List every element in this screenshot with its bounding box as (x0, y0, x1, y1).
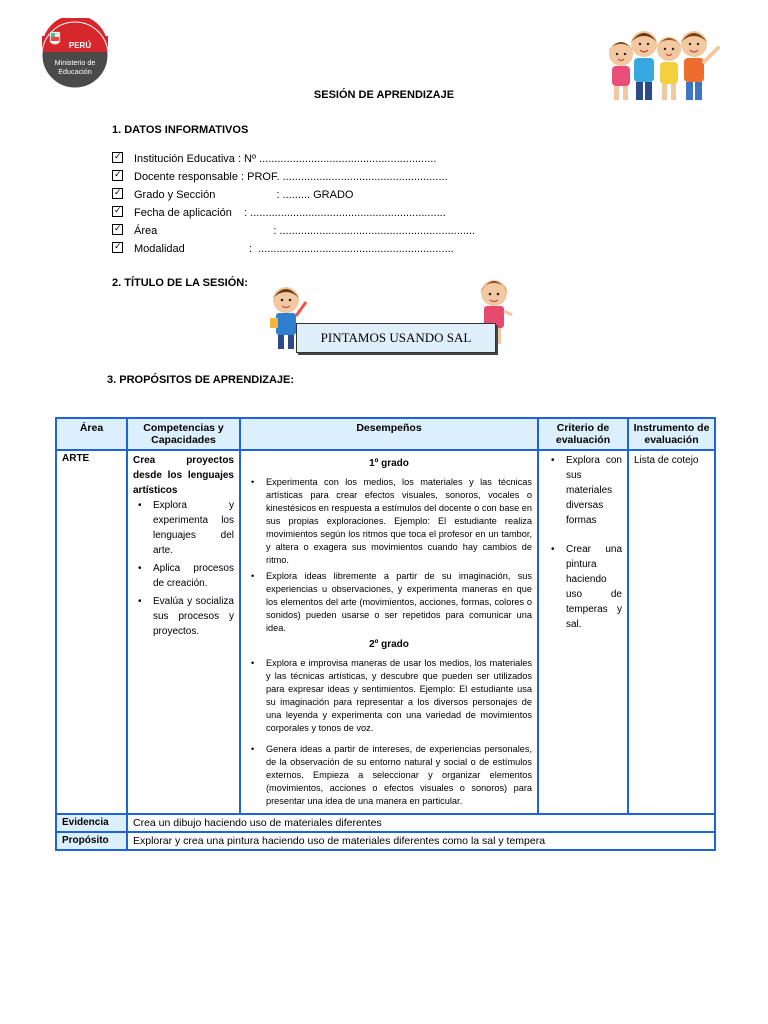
criterio-cell (538, 450, 628, 814)
competencias-cell (127, 450, 240, 814)
proposito-label: Propósito (56, 832, 127, 850)
datos-text: Institución Educativa : Nº .......................................................... (134, 153, 437, 165)
header-area: Área (56, 418, 127, 450)
ministerio-educacion-logo (38, 18, 112, 88)
criterios-list (544, 453, 622, 632)
datos-text: Área : ................................................................ (134, 225, 476, 237)
datos-text: Grado y Sección : ......... GRADO (134, 189, 354, 201)
section-datos-informativos-title: 1. DATOS INFORMATIVOS (112, 124, 249, 136)
list-item: • Experimenta con los medios, los materiales y las técnicas artísticas para crear efectos visuales, sonoros, vocales o kinestésicos en respuesta a estímulos del docente o con base en sus propias exploraciones. Ejemplo: El estudiante realiza movimientos según los ritmos que toca el profesor en un tambor, y altera o exagera sus movimientos cuando hay cambios de ritmo. (266, 476, 532, 567)
logo-line1-text: Ministerio de (54, 58, 96, 67)
list-item: • Aplica procesos de creación. (153, 561, 234, 591)
coat-of-arms-icon (50, 32, 60, 45)
datos-row-institucion (112, 151, 436, 167)
datos-text: Docente responsable : PROF. ...................................................... (134, 171, 448, 183)
checkbox-checked-icon (112, 242, 123, 253)
header-desempenos: Desempeños (240, 418, 538, 450)
list-item: • Genera ideas a partir de intereses, de experiencias personales, de la observación de su entorno natural y social o de estímulos externos. Empieza a seleccionar y organizar elementos (movimientos, acciones o efectos visuales o sonoros) para presentar una idea de una manera en particular. (266, 743, 532, 808)
proposito-value: Explorar y crea una pintura haciendo uso de materiales diferentes como la sal y tempera (127, 832, 715, 850)
list-item: • Evalúa y socializa sus procesos y proyectos. (153, 594, 234, 639)
list-item: • Crear una pintura haciendo uso de temperas y sal. (566, 542, 622, 632)
header-competencias: Competencias y Capacidades (127, 418, 240, 450)
proposito-row (56, 832, 715, 850)
propositos-table (55, 417, 716, 851)
capacidades-list (133, 498, 234, 639)
evidencia-row (56, 814, 715, 832)
datos-row-grado (112, 187, 353, 203)
section-propositos-title: 3. PROPÓSITOS DE APRENDIZAJE: (107, 374, 295, 386)
logo-line2-text: Educación (58, 67, 92, 76)
table-row (56, 450, 715, 814)
datos-text: Modalidad : ................................................................ (134, 243, 454, 255)
checkbox-checked-icon (112, 152, 123, 163)
datos-row-docente (112, 169, 448, 185)
section-titulo-sesion-title: 2. TÍTULO DE LA SESIÓN: (112, 277, 248, 289)
datos-text: Fecha de aplicación : ................................................................ (134, 207, 446, 219)
datos-row-area (112, 223, 475, 239)
evidencia-value: Crea un dibujo haciendo uso de materiales diferentes (127, 814, 715, 832)
session-title-box: PINTAMOS USANDO SAL (296, 323, 496, 353)
datos-row-modalidad (112, 241, 454, 257)
list-item: • Explora ideas libremente a partir de su imaginación, sus experiencias u observaciones, y experimenta maneras en que los elementos del arte (movimientos, acciones, formas, colores o sonidos) pueden usarse o ser repetidos para comunicar una idea. (266, 570, 532, 635)
list-item: • Explora y experimenta los lenguajes del arte. (153, 498, 234, 558)
header-instrumento: Instrumento de evaluación (628, 418, 715, 450)
grade-1-title: 1º grado (369, 458, 409, 469)
evidencia-label: Evidencia (56, 814, 127, 832)
checkbox-checked-icon (112, 224, 123, 235)
list-item: • Explora con sus materiales diversas formas (566, 453, 622, 528)
list-item: • Explora e improvisa maneras de usar los medios, los materiales y las técnicas artísticas, y descubre que pueden ser utilizados para expresar ideas y sentimientos. Ejemplo: El estudiante usa su imaginación para representar a los diversos personajes de una leyenda y experimenta con una variedad de movimientos corporales y tonos de voz. (266, 657, 532, 735)
grade-1-list (246, 476, 532, 635)
datos-row-fecha (112, 205, 446, 221)
competencia-text: Crea proyectos desde los lenguajes artísticos (133, 455, 234, 496)
table-header-row (56, 418, 715, 450)
checkbox-checked-icon (112, 188, 123, 199)
checkbox-checked-icon (112, 206, 123, 217)
desempenos-cell (240, 450, 538, 814)
checkbox-checked-icon (112, 170, 123, 181)
document-title: SESIÓN DE APRENDIZAJE (313, 89, 455, 101)
logo-country-text: PERÚ (68, 41, 92, 50)
grade-2-list (246, 657, 532, 808)
header-criterio: Criterio de evaluación (538, 418, 628, 450)
instrumento-cell: Lista de cotejo (628, 450, 715, 814)
area-cell: ARTE (56, 450, 127, 814)
grade-2-title: 2º grado (369, 639, 409, 650)
